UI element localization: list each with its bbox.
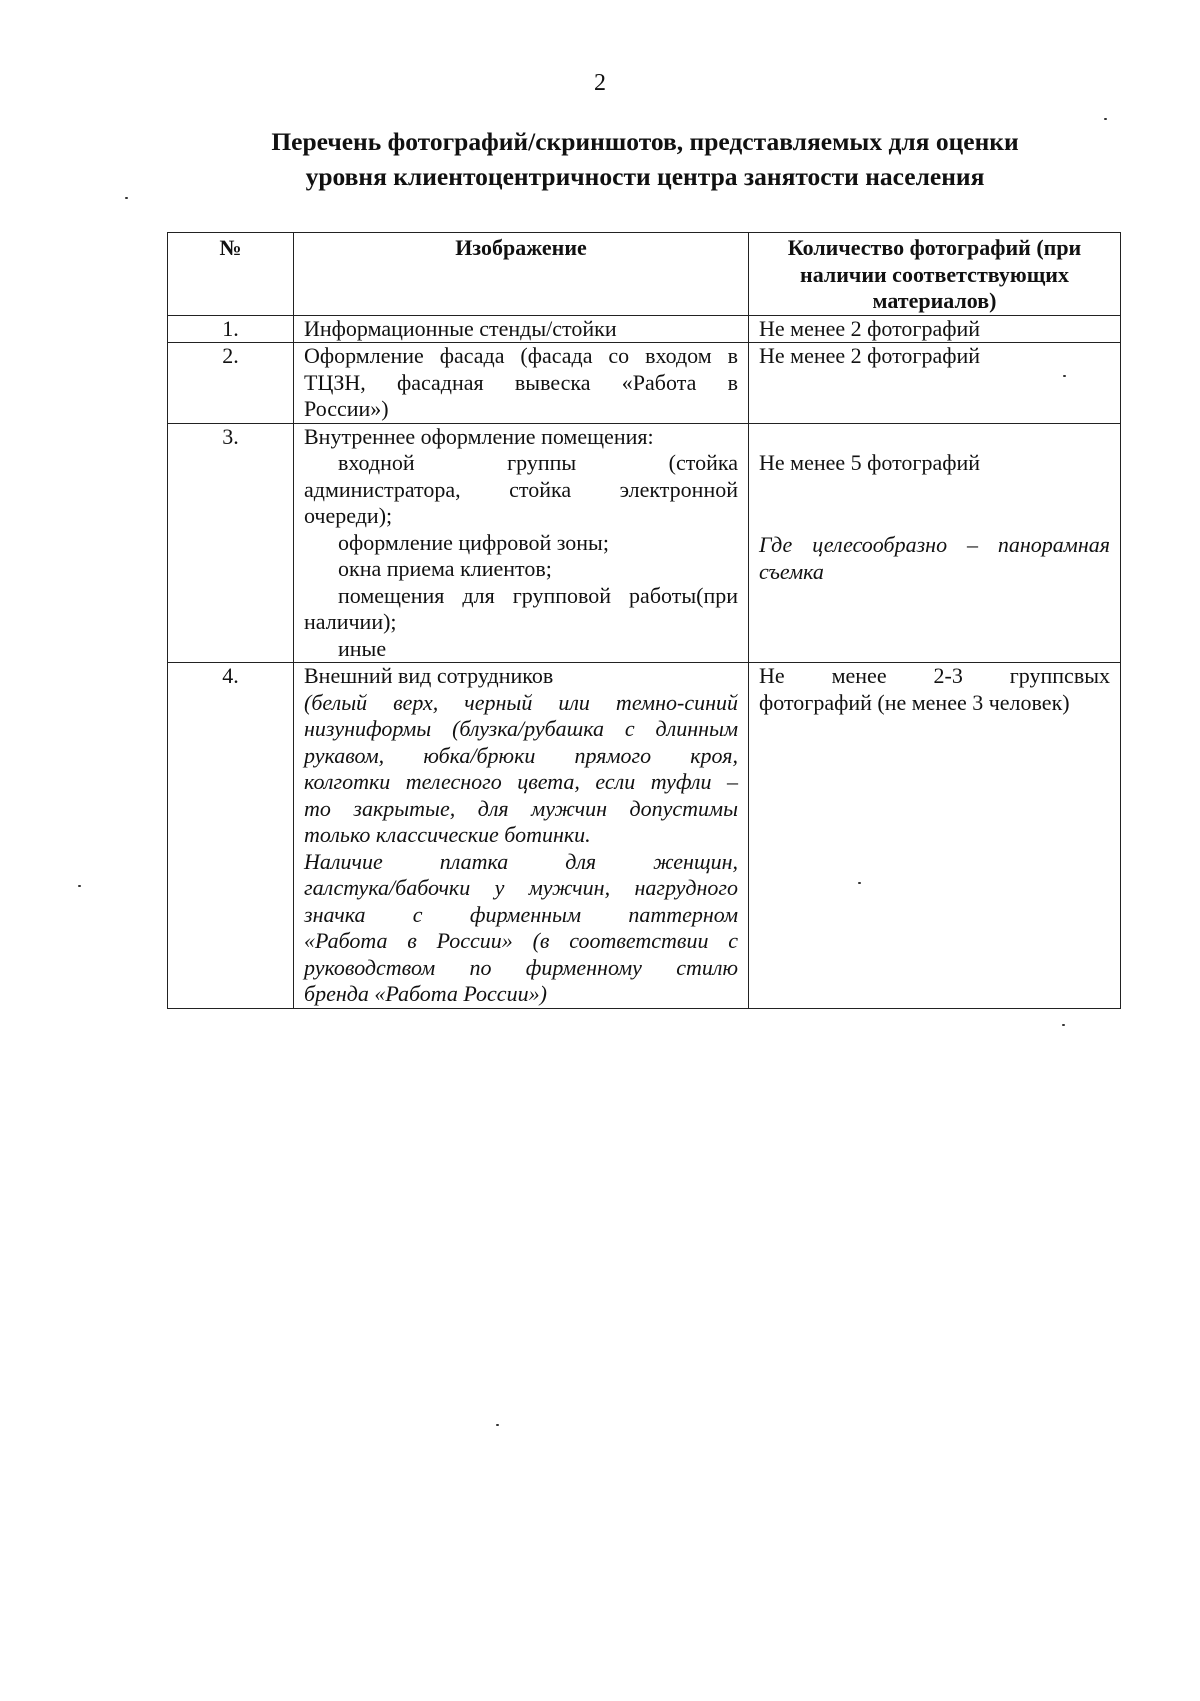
row-image-line: бренда «Работа России») bbox=[304, 981, 547, 1006]
row-count-line: фотографий (не менее 3 человек) bbox=[759, 689, 1070, 715]
table-row bbox=[168, 315, 1121, 343]
row-image-line: России») bbox=[304, 396, 389, 421]
scan-speck bbox=[1062, 1024, 1065, 1026]
row-image-line: ТЦЗН, фасадная вывеска «Работа в bbox=[304, 369, 738, 395]
row-image-line: администратора, стойка электронной bbox=[304, 476, 738, 502]
row-image-line: только классические ботинки. bbox=[304, 822, 591, 847]
row-number: 3. bbox=[168, 423, 294, 663]
row-image bbox=[294, 663, 749, 1009]
scan-speck bbox=[78, 885, 81, 887]
row-image-line: то закрытые, для мужчин допустимы bbox=[304, 795, 738, 821]
row-image-line: Информационные стенды/стойки bbox=[304, 315, 617, 341]
row-image-line: иные bbox=[338, 635, 387, 661]
table-row bbox=[168, 423, 1121, 663]
row-image bbox=[294, 315, 749, 343]
row-image-line: наличии); bbox=[304, 609, 397, 634]
row-count-line: Не менее 2 фотографий bbox=[759, 315, 981, 341]
row-image-line: Наличие платка для женщин, bbox=[304, 848, 738, 874]
row-count bbox=[749, 423, 1121, 663]
row-count-line: Не менее 2 фотографий bbox=[759, 343, 981, 368]
title-line-1: Перечень фотографий/скриншотов, представляемых для оценки bbox=[271, 127, 1019, 156]
row-number: 2. bbox=[168, 343, 294, 424]
row-image-line: колготки телесного цвета, если туфли – bbox=[304, 769, 738, 794]
row-image-line: оформление цифровой зоны; bbox=[338, 529, 609, 555]
row-count bbox=[749, 315, 1121, 343]
row-image-line: значка с фирменным паттерном bbox=[304, 901, 738, 927]
header-num: № bbox=[168, 233, 294, 316]
row-count bbox=[749, 343, 1121, 424]
scan-speck bbox=[496, 1424, 499, 1426]
row-image-line: (белый верх, черный или темно-синий bbox=[304, 689, 738, 715]
row-number: 4. bbox=[168, 663, 294, 1009]
row-note-line: съемка bbox=[759, 558, 824, 584]
scan-speck bbox=[125, 197, 128, 199]
row-count-line: Не менее 5 фотографий bbox=[759, 449, 981, 475]
scan-speck bbox=[1104, 118, 1107, 120]
table-header-row bbox=[168, 233, 1121, 316]
scan-speck bbox=[1063, 375, 1066, 377]
row-note-line: Где целесообразно – панорамная bbox=[759, 532, 1110, 557]
row-image-line: низуниформы (блузка/рубашка с длинным bbox=[304, 716, 738, 741]
table-row bbox=[168, 343, 1121, 424]
row-count-line: Не менее 2-3 группсвых bbox=[759, 663, 1110, 688]
row-image bbox=[294, 423, 749, 663]
row-count bbox=[749, 663, 1121, 1009]
scan-speck bbox=[858, 882, 861, 884]
photos-table bbox=[167, 232, 1121, 1009]
row-image-line: окна приема клиентов; bbox=[338, 556, 552, 581]
row-image bbox=[294, 343, 749, 424]
title-line-2: уровня клиентоцентричности центра занятости населения bbox=[305, 162, 985, 191]
row-image-line: галстука/бабочки у мужчин, нагрудного bbox=[304, 875, 738, 900]
page-number: 2 bbox=[594, 70, 606, 96]
row-image-line: рукавом, юбка/брюки прямого кроя, bbox=[304, 742, 738, 768]
header-image: Изображение bbox=[294, 233, 749, 316]
row-image-line: руководством по фирменному стилю bbox=[304, 954, 738, 980]
row-image-line: очереди); bbox=[304, 503, 393, 528]
row-image-line: Оформление фасада (фасада со входом в bbox=[304, 343, 738, 368]
row-image-line: Внешний вид сотрудников bbox=[304, 663, 554, 688]
table-row bbox=[168, 663, 1121, 1009]
row-image-line: помещения для групповой работы(при bbox=[338, 582, 738, 608]
row-image-line: «Работа в России» (в соответствии с bbox=[304, 928, 738, 953]
document-title bbox=[170, 124, 1120, 194]
row-image-line: входной группы (стойка bbox=[338, 450, 738, 475]
row-number: 1. bbox=[168, 315, 294, 343]
header-count: Количество фотографий (при наличии соответствующих материалов) bbox=[749, 233, 1121, 316]
row-image-line: Внутреннее оформление помещения: bbox=[304, 423, 654, 449]
